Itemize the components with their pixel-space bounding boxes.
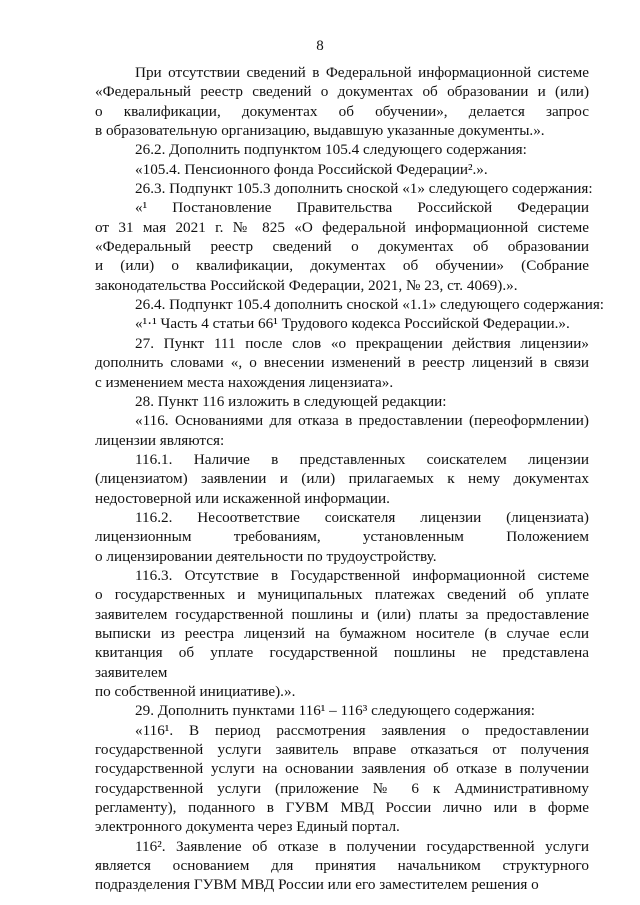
paragraph [95,295,605,314]
paragraph [95,314,589,333]
text-line: в образовательную организацию, выдавшую указанные документы.». [95,122,545,140]
paragraph [95,334,589,392]
document-body [95,63,605,895]
paragraph [95,392,589,411]
text-line: от 31 мая 2021 г. № 825 «О федеральной информационной системе [95,218,589,236]
paragraph [95,160,589,179]
paragraph [95,140,589,159]
text-line: подразделения ГУВМ МВД России или его заместителем решения о [95,876,539,894]
text-line: по собственной инициативе).». [95,683,296,700]
text-line: «¹ Постановление Правительства Российской Федерации [135,199,589,217]
paragraph [95,701,589,720]
text-line: «116. Основаниями для отказа в предоставлении (переоформлении) [135,412,589,430]
text-line: «Федеральный реестр сведений о документах об образовании [95,238,589,256]
text-line: регламенту), поданного в ГУВМ МВД России лично или в форме [95,799,589,817]
text-line: электронного документа через Единый портал. [95,818,400,836]
text-line: дополнить словами «, о внесении изменений в реестр лицензий в связи [95,354,589,372]
text-line: законодательства Российской Федерации, 2021, № 23, ст. 4069).». [95,276,518,294]
text-line: «105.4. Пенсионного фонда Российской Федерации².». [135,160,488,178]
text-line: государственной услуги заявитель вправе отказаться от получения [95,741,589,759]
text-line: 116.1. Наличие в представленных соискателем лицензии [135,450,589,468]
text-line: «Федеральный реестр сведений о документах об образовании и (или) [95,83,589,101]
page-number: 8 [316,38,324,54]
text-line: с изменением места нахождения лицензиата». [95,373,394,391]
text-line: 28. Пункт 116 изложить в следующей редакции: [135,392,447,410]
text-line: 29. Дополнить пунктами 116¹ – 116³ следующего содержания: [135,702,535,720]
paragraph [95,566,589,701]
text-line: лицензии являются: [95,431,225,449]
text-line: государственной услуги на основании заявления об отказе в получении [95,760,589,778]
paragraph [95,411,589,450]
paragraph [95,63,589,140]
text-line: о государственных и муниципальных платежах сведений об уплате [95,586,589,604]
text-line: (лицензиатом) заявлении и (или) прилагаемых к нему документах [95,470,589,488]
text-line: 26.3. Подпункт 105.3 дополнить сноской «1» следующего содержания: [135,180,593,198]
paragraph [95,508,589,566]
text-line: «116¹. В период рассмотрения заявления о предоставлении [135,721,589,739]
text-line: 116². Заявление об отказе в получении государственной услуги [135,837,589,855]
text-line: 116.3. Отсутствие в Государственной информационной системе [135,566,589,584]
text-line: 27. Пункт 111 после слов «о прекращении действия лицензии» [135,334,589,352]
text-line: государственной услуги (приложение № 6 к Административному [95,779,589,797]
text-line: При отсутствии сведений в Федеральной информационной системе [135,64,589,81]
text-line: квитанция об уплате государственной пошлины не представлена заявителем [95,644,589,681]
text-line: 26.2. Дополнить подпунктом 105.4 следующего содержания: [135,141,527,159]
text-line: недостоверной или искаженной информации. [95,489,390,507]
text-line: заявителем государственной пошлины и (или) платы за предоставление [95,605,589,623]
paragraph [95,837,589,895]
text-line: о лицензировании деятельности по трудоустройству. [95,547,437,565]
text-line: является основанием для принятия начальником структурного [95,857,589,875]
paragraph [95,721,589,837]
text-line: и (или) о квалификации, документах об обучении» (Собрание [95,257,589,275]
text-line: 26.4. Подпункт 105.4 дополнить сноской «1.1» следующего содержания: [135,296,605,314]
paragraph [95,198,589,295]
text-line: 116.2. Несоответствие соискателя лицензии (лицензиата) [135,508,589,526]
text-line: «¹·¹ Часть 4 статьи 66¹ Трудового кодекса Российской Федерации.». [135,315,570,333]
paragraph [95,450,589,508]
text-line: лицензионным требованиям, установленным Положением [95,528,589,546]
text-line: выписки из реестра лицензий на бумажном носителе (в случае если [95,624,589,642]
text-line: о квалификации, документах об обучении», делается запрос [95,102,589,120]
paragraph [95,179,593,198]
